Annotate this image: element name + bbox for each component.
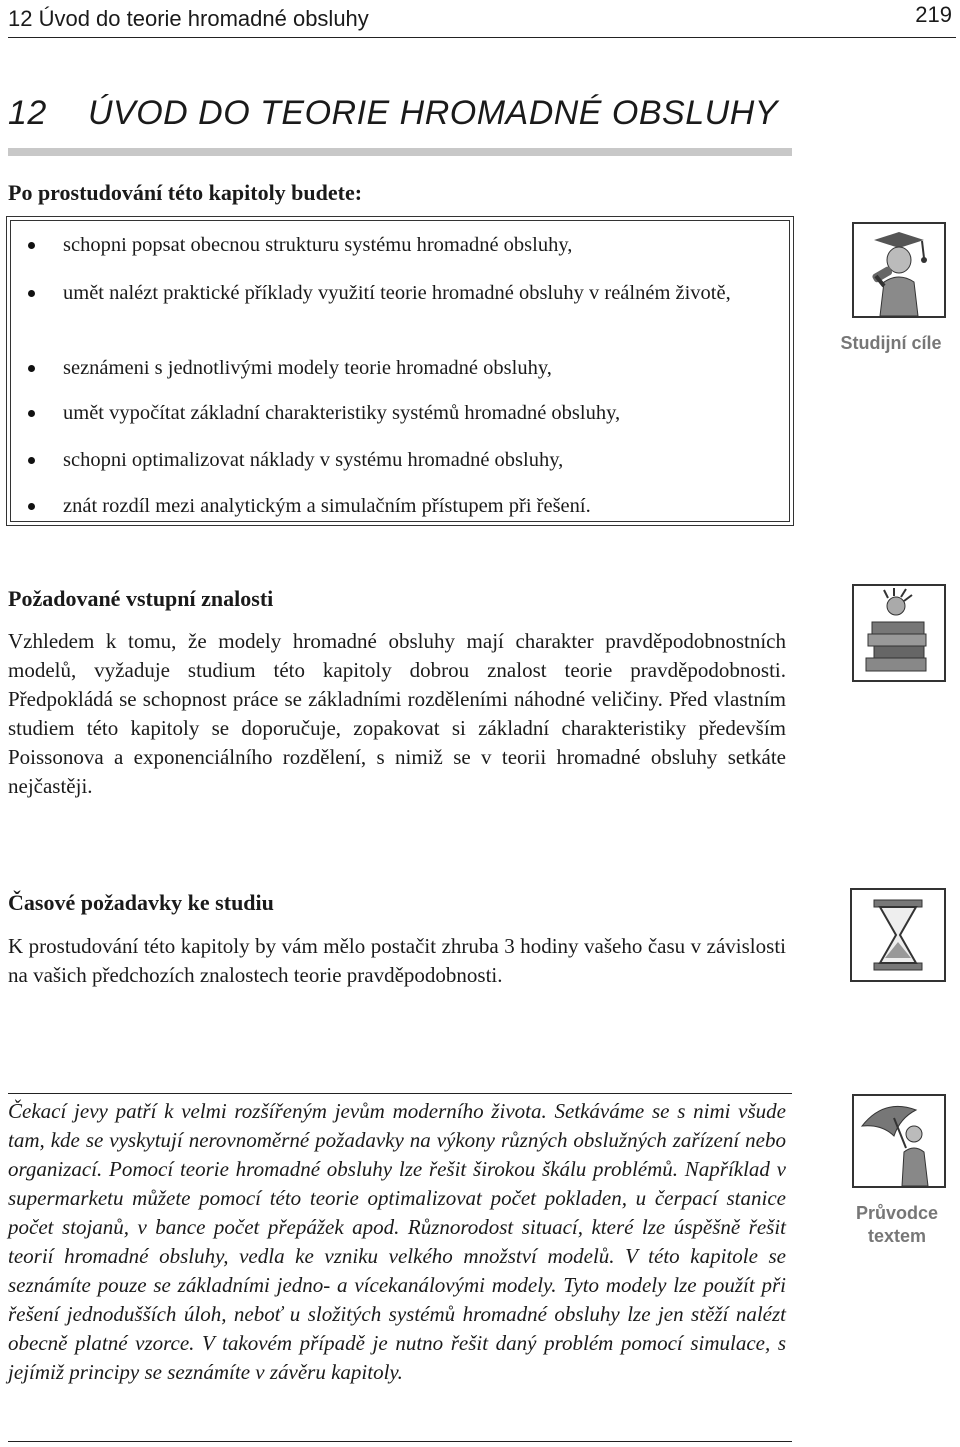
running-title: 12 Úvod do teorie hromadné obsluhy [8, 6, 369, 31]
running-header [8, 0, 956, 38]
time-heading: Časové požadavky ke studiu [8, 890, 274, 915]
goal-text: znát rozdíl mezi analytickým a simulačním přístupem při řešení. [63, 495, 591, 517]
bullet-icon [28, 242, 35, 249]
goal-text: umět vypočítat základní charakteristiky systémů hromadné obsluhy, [63, 402, 621, 424]
goal-text: schopni popsat obecnou strukturu systému hromadné obsluhy, [63, 234, 573, 256]
bullet-icon [28, 410, 35, 417]
bullet-icon [28, 457, 35, 464]
chapter-heading [8, 86, 792, 156]
graduate-icon [852, 222, 946, 318]
books-icon [852, 584, 946, 682]
hourglass-icon [850, 888, 946, 982]
margin-label-study-goals: Studijní cíle [840, 333, 942, 353]
goal-text: umět nalézt praktické příklady využití teorie hromadné obsluhy v reálném životě, [63, 282, 731, 304]
umbrella-guide-icon [852, 1094, 946, 1188]
time-text: K prostudování této kapitoly by vám mělo postačit zhruba 3 hodiny vašeho času v závislosti na vašich předchozích znalostech teorie pravděpodobnosti. [8, 934, 786, 987]
goal-text: schopni optimalizovat náklady v systému hromadné obsluhy, [63, 449, 564, 471]
prerequisites-text: Vzhledem k tomu, že modely hromadné obsluhy mají charakter pravděpodobnostních modelů, vyžaduje studium této kapitoly dobrou znalost teorie pravděpodobnosti. Předpokládá se schopnost práce se základními rozděleními náhodné veličiny. Před vlastním studiem této kapitoly se doporučuje, zopakovat si základní charakteristiky především Poissonova a exponenciálního rozdělení, s nimiž se v teorii hromadné obsluhy setkáte nejčastěji. [8, 629, 786, 798]
chapter-number: 12 [8, 94, 47, 132]
chapter-title: ÚVOD DO TEORIE HROMADNÉ OBSLUHY [88, 94, 778, 132]
margin-label-guide-line2: textem [867, 1226, 927, 1246]
margin-label-guide-line1: Průvodce [855, 1203, 939, 1223]
bullet-icon [28, 290, 35, 297]
guide-text: Čekací jevy patří k velmi rozšířeným jevům moderního života. Setkáváme se s nimi všude tam, kde se vyskytují nerovnoměrné požadavky na výkony různých obslužných zařízení nebo organizací. Pomocí teorie hromadné obsluhy lze řešit širokou škálu problémů. Například v supermarketu můžete pomocí této teorie optimalizovat počet pokladen, u čerpací stanice počet stojanů, v bance počet přepážek apod. Různorodost situací, které lze úspěšně řešit teorií hromadné obsluhy, vedla ke vzniku velkého množství modelů. V této kapitole se seznámíte pouze se základními jedno- a vícekanálovými modely. Tyto modely lze použít při řešení jednodušších úloh, neboť u složitých systémů hromadné obsluhy lze jen stěží nalézt obecně platné vzorce. V takovém případě je nutno řešit daný problém pomocí simulace, s jejímiž principy se seznámíte v závěru kapitoly. [8, 1099, 786, 1384]
goal-text: seznámeni s jednotlivými modely teorie hromadné obsluhy, [63, 357, 552, 379]
goals-intro: Po prostudování této kapitoly budete: [8, 180, 363, 205]
guide-bottom-rule [8, 1441, 792, 1442]
prerequisites-heading: Požadované vstupní znalosti [8, 586, 274, 611]
bullet-icon [28, 365, 35, 372]
bullet-icon [28, 503, 35, 510]
study-goals-box [10, 220, 790, 522]
guide-top-rule [8, 1093, 792, 1094]
page-number: 219 [915, 2, 952, 27]
margin-label-guide [822, 1202, 960, 1248]
